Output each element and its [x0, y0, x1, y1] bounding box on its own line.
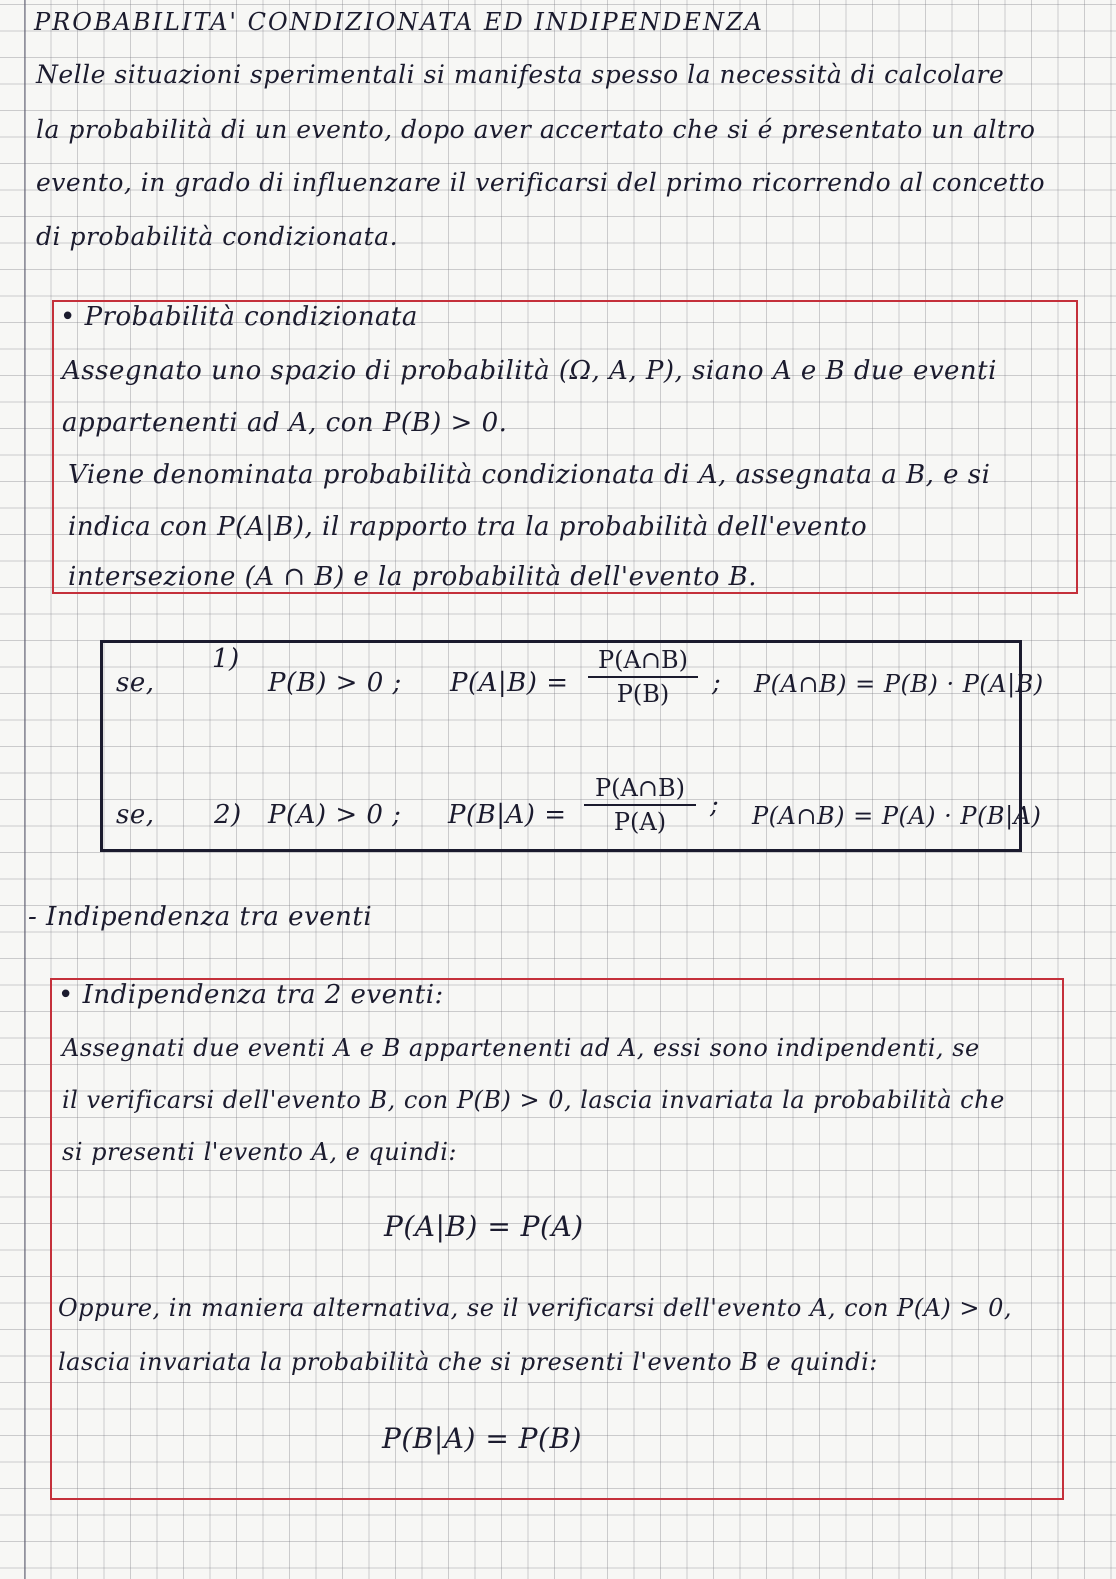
notebook-margin-line: [24, 0, 26, 1579]
row1-lhs: P(A|B) =: [450, 668, 569, 698]
row1-numerator: P(A∩B): [598, 646, 688, 674]
row1-number: 1): [212, 644, 240, 674]
row2-rhs: P(A∩B) = P(A) · P(B|A): [752, 802, 1042, 830]
intro-line-1: Nelle situazioni sperimentali si manifesta spesso la necessità di calcolare: [36, 60, 1005, 89]
page-title: PROBABILITA' CONDIZIONATA ED INDIPENDENZA: [34, 8, 764, 36]
box1-line-4: indica con P(A|B), il rapporto tra la probabilità dell'evento: [68, 512, 868, 542]
row2-se: se,: [116, 800, 155, 830]
box2-line-3: si presenti l'evento A, e quindi:: [62, 1138, 458, 1166]
row1-denominator: P(B): [616, 680, 670, 708]
intro-line-4: di probabilità condizionata.: [36, 222, 399, 251]
row1-condition: P(B) > 0 ;: [268, 668, 402, 698]
box1-line-1: Assegnato uno spazio di probabilità (Ω, A, P), siano A e B due eventi: [62, 356, 997, 386]
box2-line-4: Oppure, in maniera alternativa, se il verificarsi dell'evento A, con P(A) > 0,: [58, 1294, 1013, 1322]
row2-denominator: P(A): [613, 808, 667, 836]
box2-line-2: il verificarsi dell'evento B, con P(B) > 0, lascia invariata la probabilità che: [62, 1086, 1005, 1114]
box2-heading: • Indipendenza tra 2 eventi:: [58, 980, 444, 1010]
intro-line-2: la probabilità di un evento, dopo aver accertato che si é presentato un altro: [36, 115, 1036, 144]
conditional-probability-box: [52, 300, 1078, 594]
row2-number: 2): [214, 800, 242, 830]
box1-heading: • Probabilità condizionata: [60, 302, 418, 332]
row2-separator: ;: [710, 790, 720, 820]
row1-fraction: [588, 646, 698, 708]
independence-formula-b: P(B|A) = P(B): [382, 1422, 582, 1455]
row2-fraction-bar: [584, 804, 696, 806]
box2-line-1: Assegnati due eventi A e B appartenenti ad A, essi sono indipendenti, se: [62, 1034, 980, 1062]
row2-condition: P(A) > 0 ;: [268, 800, 402, 830]
row2-lhs: P(B|A) =: [448, 800, 567, 830]
intro-line-3: evento, in grado di influenzare il verificarsi del primo ricorrendo al concetto: [36, 168, 1046, 197]
box1-line-5: intersezione (A ∩ B) e la probabilità dell'evento B.: [68, 562, 758, 592]
row2-fraction: [584, 774, 696, 836]
row2-numerator: P(A∩B): [595, 774, 685, 802]
row1-se: se,: [116, 668, 155, 698]
box1-line-3: Viene denominata probabilità condizionata di A, assegnata a B, e si: [68, 460, 991, 490]
row1-separator: ;: [712, 668, 722, 698]
independence-formula-a: P(A|B) = P(A): [384, 1210, 584, 1243]
box2-line-5: lascia invariata la probabilità che si presenti l'evento B e quindi:: [58, 1348, 878, 1376]
box1-line-2: appartenenti ad A, con P(B) > 0.: [62, 408, 508, 438]
section-heading: - Indipendenza tra eventi: [28, 902, 373, 932]
row1-rhs: P(A∩B) = P(B) · P(A|B): [754, 670, 1044, 698]
row1-fraction-bar: [588, 676, 698, 678]
